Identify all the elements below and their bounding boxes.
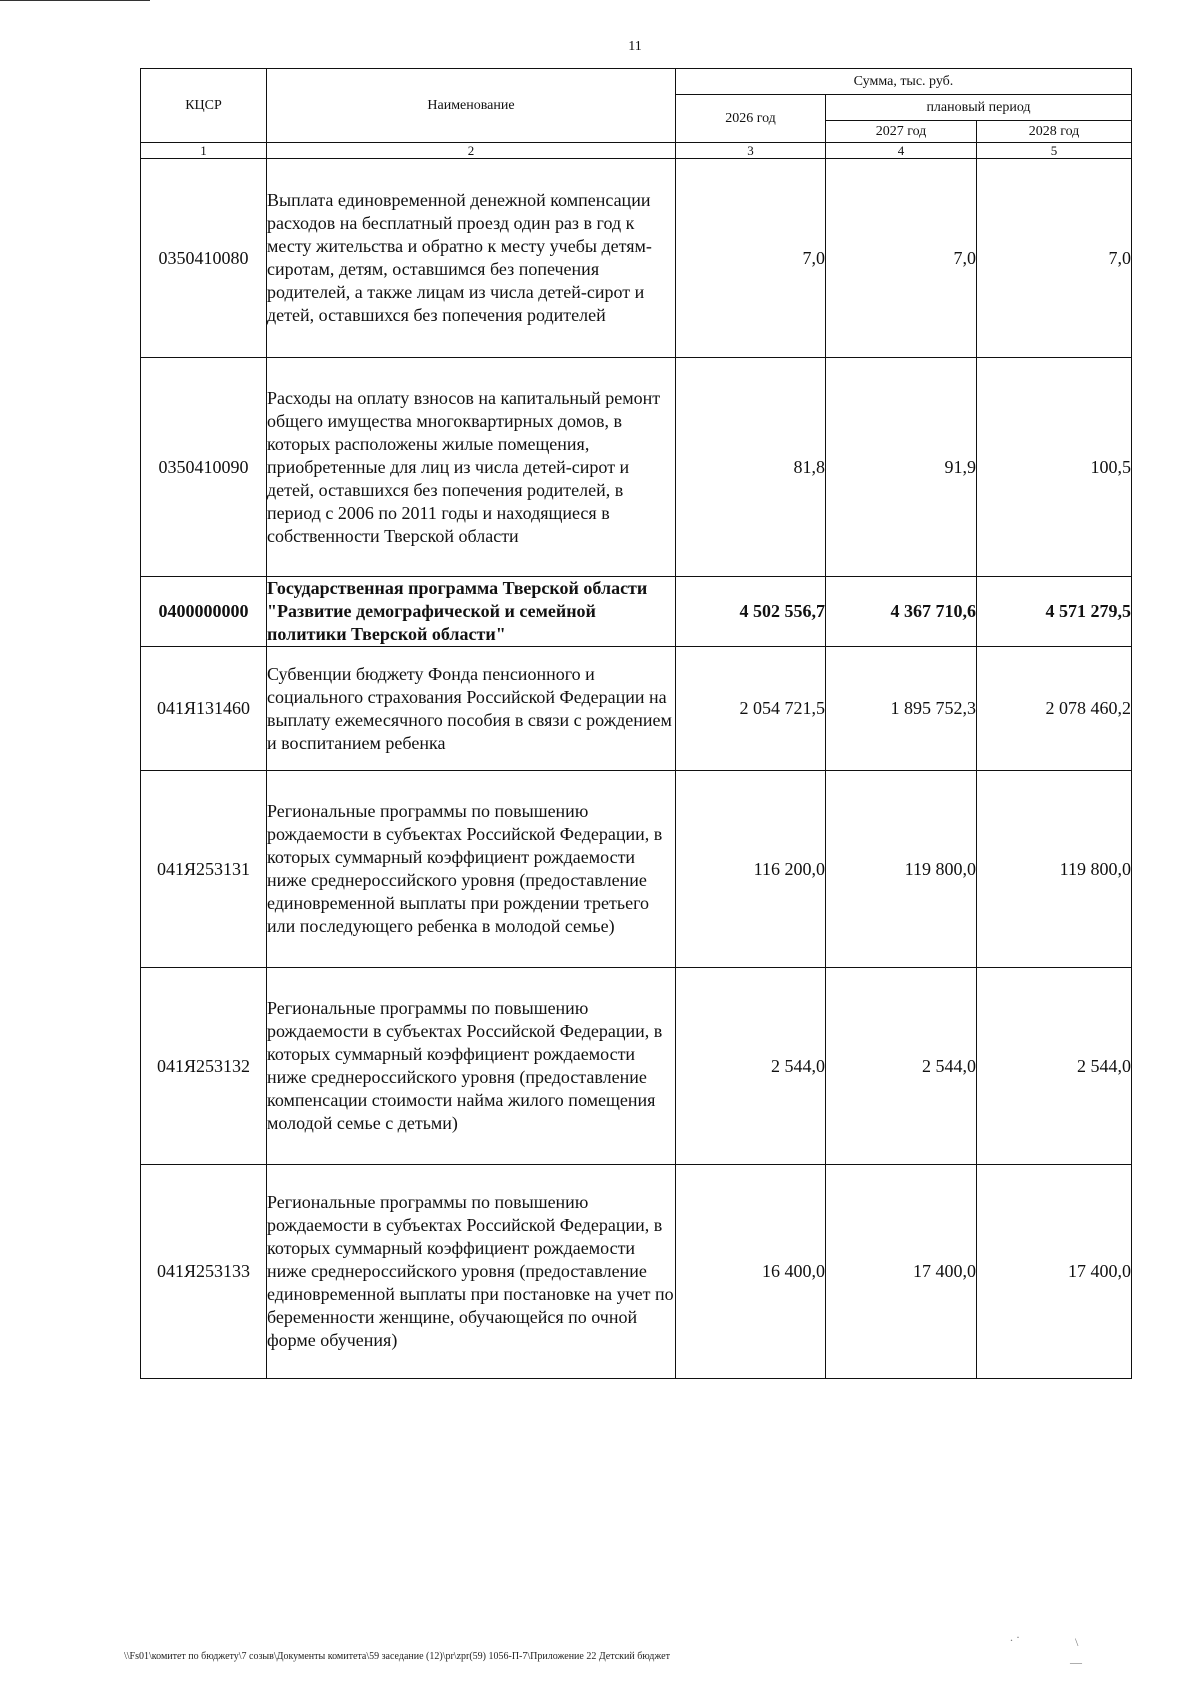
row-value-2026: 16 400,0 [676,1165,826,1379]
row-value-2026: 116 200,0 [676,771,826,968]
header-year-current: 2026 год [676,95,826,143]
row-code: 0350410090 [141,358,267,577]
header-planned-period: плановый период [826,95,1132,121]
row-name: Региональные программы по повышению рождаемости в субъектах Российской Федерации, в которых суммарный коэффициент рождаемости ниже среднероссийского уровня (предоставление единовременной выплаты при рождении третьего или последующего ребенка в молодой семье) [267,771,676,968]
row-value-2028: 2 078 460,2 [977,647,1132,771]
scan-artifact-line [0,0,150,3]
scan-artifact-mark: \ [1075,1635,1079,1649]
column-number: 4 [826,143,977,159]
row-value-2027: 91,9 [826,358,977,577]
row-value-2026: 2 544,0 [676,968,826,1165]
row-value-2028: 17 400,0 [977,1165,1132,1379]
header-code: КЦСР [141,69,267,143]
table-row-program [141,577,1132,647]
row-name: Региональные программы по повышению рождаемости в субъектах Российской Федерации, в которых суммарный коэффициент рождаемости ниже среднероссийского уровня (предоставление компенсации стоимости найма жилого помещения молодой семье с детьми) [267,968,676,1165]
table-row [141,968,1132,1165]
row-code: 0400000000 [141,577,267,647]
header-sum: Сумма, тыс. руб. [676,69,1132,95]
row-value-2027: 1 895 752,3 [826,647,977,771]
row-code: 041Я253131 [141,771,267,968]
row-name: Государственная программа Тверской области "Развитие демографической и семейной политики Тверской области" [267,577,676,647]
table-row [141,159,1132,358]
file-path-footer: \\Fs01\комитет по бюджету\7 созыв\Документы комитета\59 заседание (12)\pr\zpr(59) 1056-П-7\Приложение 22 Детский бюджет [124,1651,670,1662]
row-value-2027: 7,0 [826,159,977,358]
header-name: Наименование [267,69,676,143]
scan-artifact-mark: — [1070,1655,1082,1669]
row-code: 041Я253132 [141,968,267,1165]
row-value-2027: 2 544,0 [826,968,977,1165]
page-number: 11 [628,39,642,54]
row-value-2028: 7,0 [977,159,1132,358]
row-name: Субвенции бюджету Фонда пенсионного и социального страхования Российской Федерации на выплату ежемесячного пособия в связи с рождением и воспитанием ребенка [267,647,676,771]
column-number: 2 [267,143,676,159]
row-code: 041Я253133 [141,1165,267,1379]
column-number: 5 [977,143,1132,159]
row-value-2026: 4 502 556,7 [676,577,826,647]
row-value-2027: 119 800,0 [826,771,977,968]
row-value-2028: 2 544,0 [977,968,1132,1165]
row-code: 041Я131460 [141,647,267,771]
budget-table [140,68,1132,1379]
table-row [141,358,1132,577]
scan-artifact-mark: . · [1010,1630,1020,1644]
header-year-plan-1: 2027 год [826,121,977,143]
row-name: Расходы на оплату взносов на капитальный ремонт общего имущества многоквартирных домов, в которых расположены жилые помещения, приобретенные для лиц из числа детей-сирот и детей, оставшихся без попечения родителей, в период с 2006 по 2011 годы и находящиеся в собственности Тверской области [267,358,676,577]
table-row [141,1165,1132,1379]
row-value-2026: 7,0 [676,159,826,358]
header-year-plan-2: 2028 год [977,121,1132,143]
row-value-2028: 100,5 [977,358,1132,577]
row-value-2026: 81,8 [676,358,826,577]
row-value-2028: 119 800,0 [977,771,1132,968]
column-number: 1 [141,143,267,159]
row-value-2027: 17 400,0 [826,1165,977,1379]
row-code: 0350410080 [141,159,267,358]
row-value-2026: 2 054 721,5 [676,647,826,771]
table-row [141,771,1132,968]
row-value-2027: 4 367 710,6 [826,577,977,647]
row-name: Выплата единовременной денежной компенсации расходов на бесплатный проезд один раз в год к месту жительства и обратно к месту учебы детям-сиротам, детям, оставшимся без попечения родителей, а также лицам из числа детей-сирот и детей, оставшихся без попечения родителей [267,159,676,358]
column-number: 3 [676,143,826,159]
row-name: Региональные программы по повышению рождаемости в субъектах Российской Федерации, в которых суммарный коэффициент рождаемости ниже среднероссийского уровня (предоставление единовременной выплаты при постановке на учет по беременности женщине, обучающейся по очной форме обучения) [267,1165,676,1379]
row-value-2028: 4 571 279,5 [977,577,1132,647]
table-row [141,647,1132,771]
